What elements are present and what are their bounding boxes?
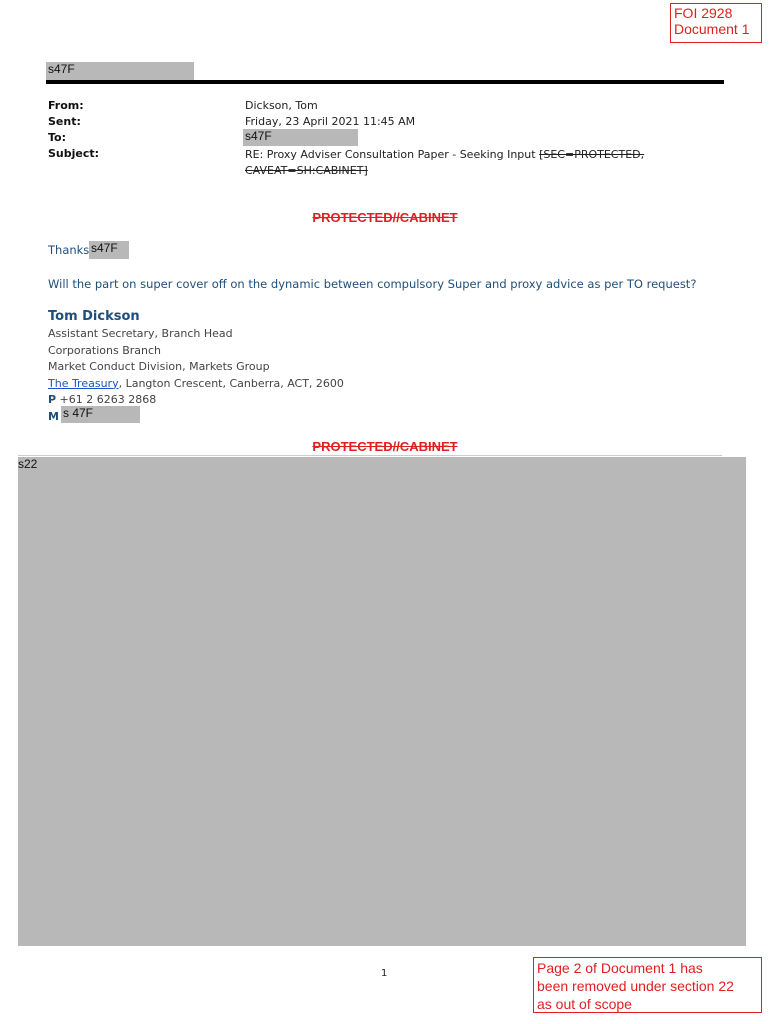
page-removed-stamp	[533, 957, 762, 1013]
subject-text: RE: Proxy Adviser Consultation Paper - Seeking Input	[245, 148, 540, 161]
signature-name: Tom Dickson	[48, 309, 140, 324]
large-redaction-block	[18, 457, 746, 946]
subject-classification-struck-1: [SEC=PROTECTED,	[539, 148, 645, 161]
phone-label: P	[48, 393, 57, 406]
foi-stamp-line1: FOI 2928	[674, 5, 733, 21]
signature-title: Assistant Secretary, Branch Head	[48, 327, 233, 340]
page-removed-line2: been removed under section 22	[537, 978, 734, 994]
signature-division: Market Conduct Division, Markets Group	[48, 360, 270, 373]
thanks-line	[48, 243, 89, 257]
sender-redaction: s47F	[46, 62, 194, 80]
page-removed-line1: Page 2 of Document 1 has	[537, 960, 703, 976]
page-removed-line3: as out of scope	[537, 996, 632, 1012]
banner-divider	[18, 455, 722, 456]
treasury-link[interactable]: The Treasury	[48, 376, 119, 390]
subject-classification-struck-2: CAVEAT=SH:CABINET]	[245, 164, 368, 177]
protective-marking-top: PROTECTED//CABINET	[312, 210, 458, 225]
thanks-text: Thanks	[48, 243, 90, 257]
mobile-label: M	[48, 409, 59, 423]
large-redaction-label: s22	[18, 457, 38, 471]
question-text: Will the part on super cover off on the dynamic between compulsory Super and proxy advice as per TO request?	[48, 277, 697, 291]
phone-value: +61 2 6263 2868	[56, 393, 157, 406]
subject-value	[245, 147, 675, 179]
to-redaction: s47F	[243, 129, 358, 146]
thanks-redaction: s47F	[89, 241, 129, 259]
signature-branch: Corporations Branch	[48, 343, 162, 357]
signature-address-line	[48, 376, 344, 393]
to-label: To:	[48, 131, 66, 144]
foi-stamp	[670, 3, 762, 43]
from-value: Dickson, Tom	[245, 99, 318, 112]
signature-address: , Langton Crescent, Canberra, ACT, 2600	[118, 376, 344, 390]
subject-label: Subject:	[48, 147, 100, 160]
foi-stamp-line2: Document 1	[674, 21, 750, 38]
header-rule	[46, 80, 724, 84]
mobile-redaction: s 47F	[61, 406, 140, 423]
from-label: From:	[48, 99, 84, 112]
sent-label: Sent:	[48, 115, 81, 128]
sent-value: Friday, 23 April 2021 11:45 AM	[245, 115, 416, 128]
protective-marking-bottom: PROTECTED//CABINET	[312, 439, 458, 454]
page-number: 1	[381, 968, 388, 979]
